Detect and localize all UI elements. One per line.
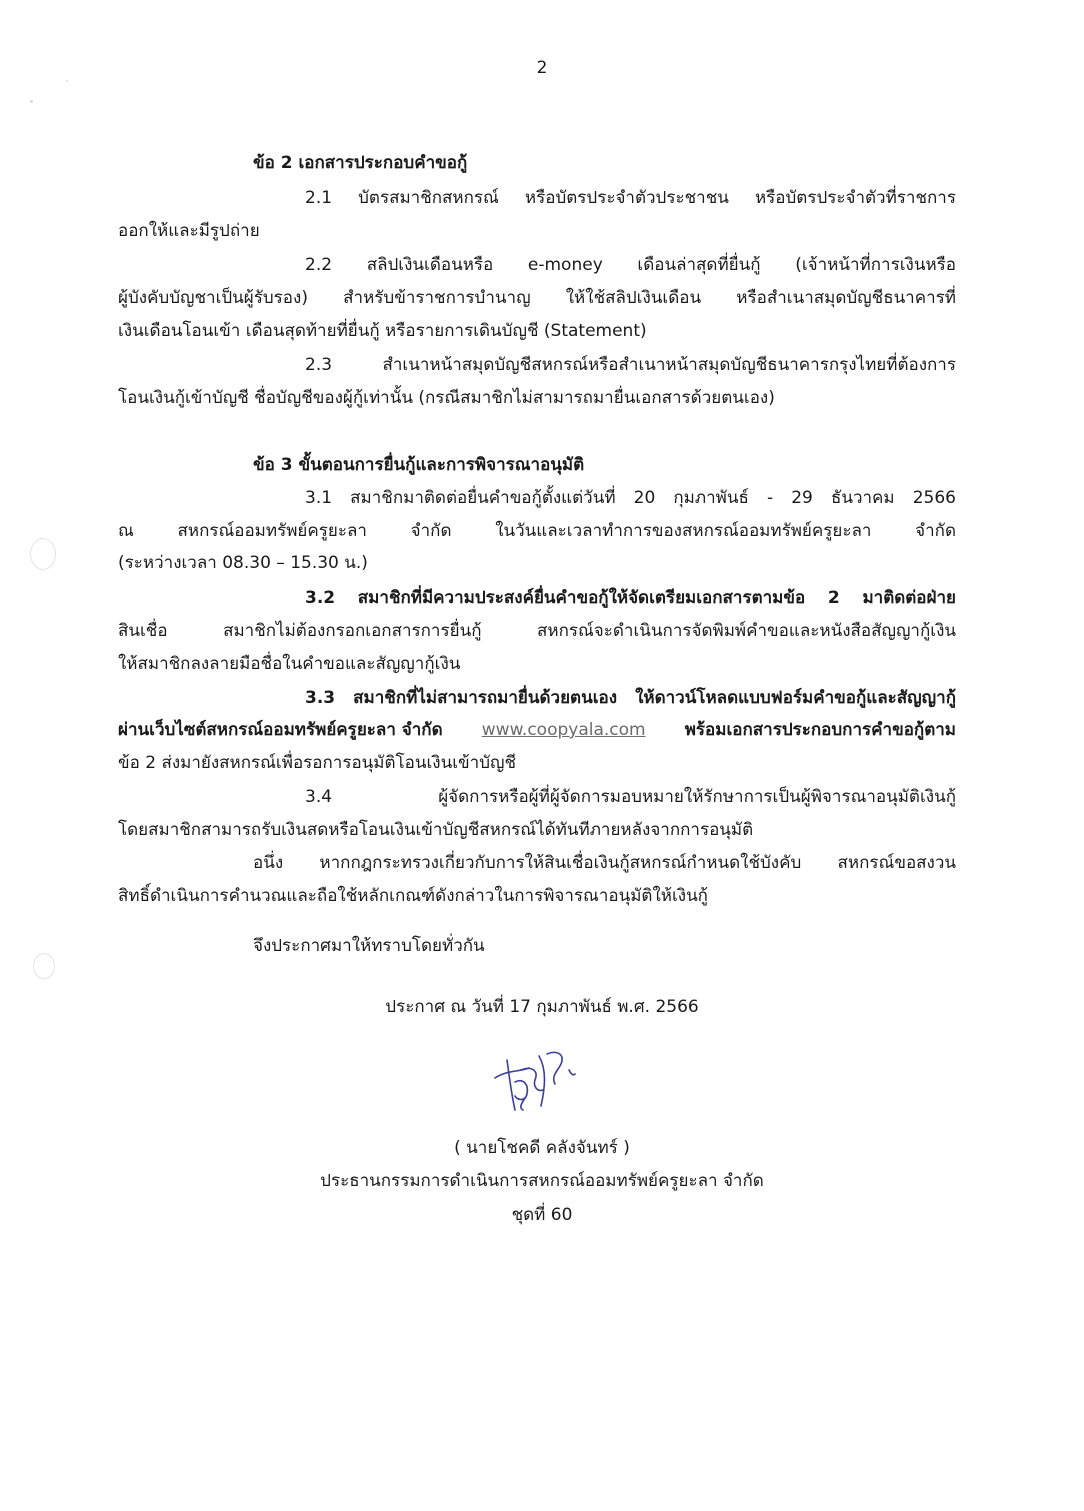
section-3-heading: ข้อ 3 ขั้นตอนการยื่นกู้และการพิจารณาอนุมัติ [253, 455, 585, 475]
section-3-3-website-text: ผ่านเว็บไซต์สหกรณ์ออมทรัพย์ครูยะลา จำกัด [118, 720, 443, 740]
announcement-date: ประกาศ ณ วันที่ 17 กุมภาพันธ์ พ.ศ. 2566 [385, 997, 699, 1017]
section-3-3-line-3: ข้อ 2 ส่งมายังสหกรณ์เพื่อรอการอนุมัติโอนเงินเข้าบัญชี [118, 753, 517, 773]
section-3-4-line-1: 3.4 ผู้จัดการหรือผู้ที่ผู้จัดการมอบหมายให้รักษาการเป็นผู้พิจารณาอนุมัติเงินกู้ [305, 787, 956, 807]
section-3-3-line-1: 3.3 สมาชิกที่ไม่สามารถมายื่นด้วยตนเอง ให้ดาวน์โหลดแบบฟอร์มคำขอกู้และสัญญากู้ [305, 688, 956, 708]
section-3-1-line-2: ณ สหกรณ์ออมทรัพย์ครูยะลา จำกัด ในวันและเวลาทำการของสหกรณ์ออมทรัพย์ครูยะลา จำกัด [118, 521, 956, 541]
scan-speck [30, 100, 33, 103]
note-line-2: สิทธิ์ดำเนินการคำนวณและถือใช้หลักเกณฑ์ดังกล่าวในการพิจารณาอนุมัติให้เงินกู้ [118, 886, 708, 906]
section-2-3-line-2: โอนเงินกู้เข้าบัญชี ชื่อบัญชีของผู้กู้เท่านั้น (กรณีสมาชิกไม่สามารถมายื่นเอกสารด้วยตนเอง) [118, 388, 775, 408]
coop-website-link[interactable]: www.coopyala.com [481, 720, 646, 740]
announcement-text: จึงประกาศมาให้ทราบโดยทั่วกัน [253, 936, 485, 956]
section-2-3-line-1: 2.3 สำเนาหน้าสมุดบัญชีสหกรณ์หรือสำเนาหน้าสมุดบัญชีธนาคารกรุงไทยที่ต้องการ [305, 355, 956, 375]
section-2-1-line-2: ออกให้และมีรูปถ่าย [118, 221, 260, 241]
section-2-2-line-1: 2.2 สลิปเงินเดือนหรือ e-money เดือนล่าสุดที่ยื่นกู้ (เจ้าหน้าที่การเงินหรือ [305, 255, 956, 275]
board-number: ชุดที่ 60 [511, 1205, 573, 1225]
signer-title: ประธานกรรมการดำเนินการสหกรณ์ออมทรัพย์ครูยะลา จำกัด [320, 1171, 764, 1191]
signer-name: ( นายโชคดี คลังจันทร์ ) [454, 1138, 630, 1158]
section-2-2-line-2: ผู้บังคับบัญชาเป็นผู้รับรอง) สำหรับข้าราชการบำนาญ ให้ใช้สลิปเงินเดือน หรือสำเนาสมุดบัญชีธนาคารที่ [118, 288, 956, 308]
section-3-2-line-3: ให้สมาชิกลงลายมือชื่อในคำขอและสัญญากู้เงิน [118, 654, 461, 674]
scan-smudge [33, 953, 55, 979]
section-3-1-line-3: (ระหว่างเวลา 08.30 – 15.30 น.) [118, 553, 368, 573]
section-3-4-line-2: โดยสมาชิกสามารถรับเงินสดหรือโอนเงินเข้าบัญชีสหกรณ์ได้ทันทีภายหลังจากการอนุมัติ [118, 820, 754, 840]
page-number: 2 [536, 58, 548, 78]
section-3-3-attachment-text: พร้อมเอกสารประกอบการคำขอกู้ตาม [684, 720, 956, 740]
section-3-2-line-1: 3.2 สมาชิกที่มีความประสงค์ยื่นคำขอกู้ให้จัดเตรียมเอกสารตามข้อ 2 มาติดต่อฝ่าย [305, 588, 956, 608]
section-3-2-line-2: สินเชื่อ สมาชิกไม่ต้องกรอกเอกสารการยื่นกู้ สหกรณ์จะดำเนินการจัดพิมพ์คำขอและหนังสือสัญญากู้เงิน [118, 621, 956, 641]
section-3-1-line-1: 3.1 สมาชิกมาติดต่อยื่นคำขอกู้ตั้งแต่วันที่ 20 กุมภาพันธ์ - 29 ธันวาคม 2566 [305, 488, 956, 508]
section-2-2-line-3: เงินเดือนโอนเข้า เดือนสุดท้ายที่ยื่นกู้ หรือรายการเดินบัญชี (Statement) [118, 321, 647, 341]
scan-speck [66, 80, 68, 82]
section-3-3-line-2 [118, 718, 956, 742]
scan-smudge [30, 538, 56, 570]
section-2-heading: ข้อ 2 เอกสารประกอบคำขอกู้ [253, 153, 468, 173]
note-line-1: อนึ่ง หากกฎกระทรวงเกี่ยวกับการให้สินเชื่อเงินกู้สหกรณ์กำหนดใช้บังคับ สหกรณ์ขอสงวน [253, 853, 956, 873]
signature [485, 1040, 595, 1115]
section-2-1-line-1: 2.1 บัตรสมาชิกสหกรณ์ หรือบัตรประจำตัวประชาชน หรือบัตรประจำตัวที่ราชการ [305, 188, 956, 208]
